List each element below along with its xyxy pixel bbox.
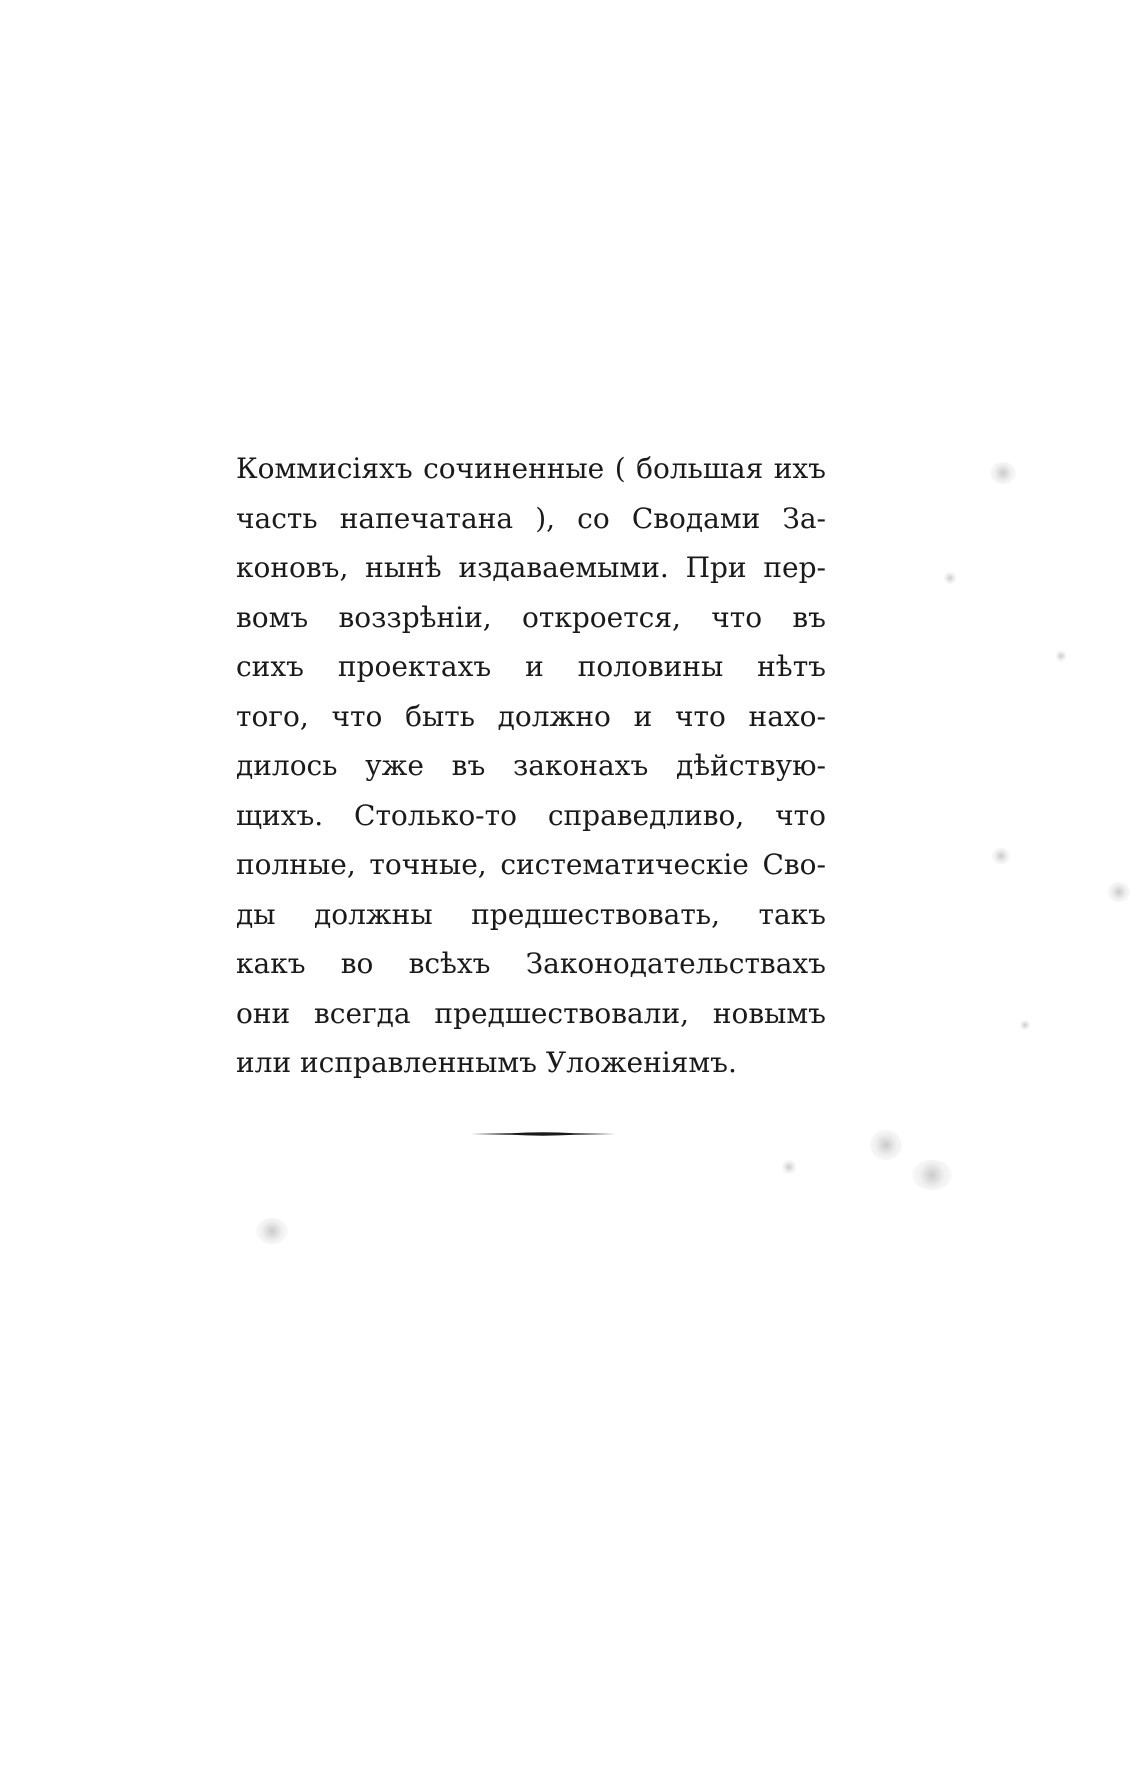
paper-speck: [992, 848, 1010, 864]
paper-speck: [1056, 650, 1066, 662]
ornamental-divider: [471, 1131, 616, 1137]
text-line: вомъ воззрѣнiи, откроется, что въ: [236, 600, 826, 634]
paper-speck: [782, 1160, 796, 1174]
paper-speck: [256, 1218, 288, 1244]
text-line: какъ во всѣхъ Законодательствахъ: [236, 947, 826, 980]
text-line: коновъ, нынѣ издаваемыми. При пер-: [236, 551, 826, 584]
text-line: сихъ проектахъ и половины нѣтъ: [236, 650, 826, 683]
paper-speck: [990, 462, 1016, 484]
paper-speck: [870, 1130, 902, 1160]
text-line: щихъ. Столько-то справедливо, что: [236, 798, 826, 832]
paper-speck: [912, 1160, 952, 1190]
text-line: ды должны предшествовать, такъ: [236, 897, 826, 931]
text-line: дилось уже въ законахъ дѣйствую-: [236, 749, 826, 782]
text-line: Коммисiяхъ сочиненные ( большая ихъ: [236, 452, 826, 485]
paper-speck: [1020, 1020, 1030, 1030]
text-line: того, что быть должно и что нахо-: [236, 699, 826, 733]
paper-speck: [944, 572, 956, 584]
text-line: или исправленнымъ Уложенiямъ.: [236, 1046, 737, 1079]
text-line: они всегда предшествовали, новымъ: [236, 996, 826, 1030]
text-line: часть напечатана ), со Сводами За-: [236, 501, 826, 535]
paper-speck: [1108, 882, 1130, 902]
text-line: полные, точные, систематическiе Сво-: [236, 848, 826, 881]
body-text: [236, 444, 826, 1088]
